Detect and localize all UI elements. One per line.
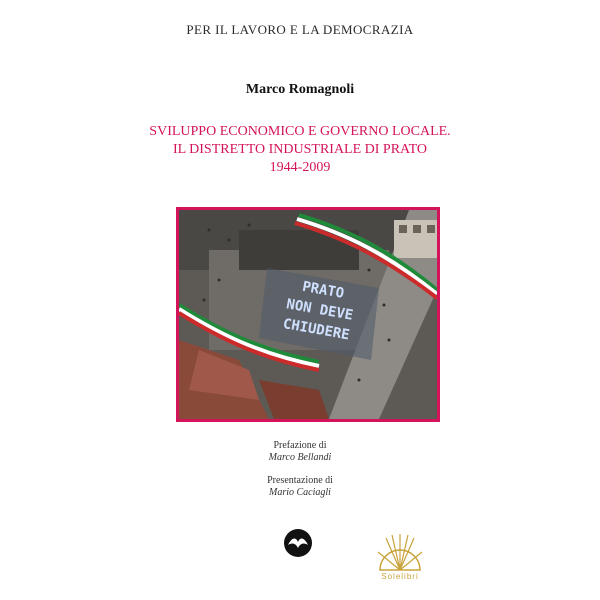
presentation-role: Presentazione di xyxy=(267,475,333,486)
title-line-3: 1944-2009 xyxy=(269,160,331,175)
cover-photo xyxy=(176,207,440,422)
sign-line-2: NON DEVE xyxy=(285,296,355,324)
title-line-1: SVILUPPO ECONOMICO E GOVERNO LOCALE. xyxy=(149,124,451,139)
publisher-name: Solelibri xyxy=(381,572,419,581)
aerial-demonstration-image xyxy=(179,210,437,419)
bird-logo-icon xyxy=(283,528,313,558)
presentation-name: Mario Caciagli xyxy=(269,487,331,498)
title-line-2: IL DISTRETTO INDUSTRIALE DI PRATO xyxy=(172,142,428,157)
sign-line-3: CHIUDERE xyxy=(281,316,351,344)
book-title xyxy=(0,123,600,177)
author-name: Marco Romagnoli xyxy=(245,82,355,97)
preface-name: Marco Bellandi xyxy=(268,452,332,463)
preface-credit xyxy=(0,440,600,464)
series-title: PER IL LAVORO E LA DEMOCRAZIA xyxy=(186,22,414,37)
preface-role: Prefazione di xyxy=(273,440,327,451)
sign-line-1: PRATO xyxy=(301,278,346,302)
presentation-credit xyxy=(0,475,600,499)
